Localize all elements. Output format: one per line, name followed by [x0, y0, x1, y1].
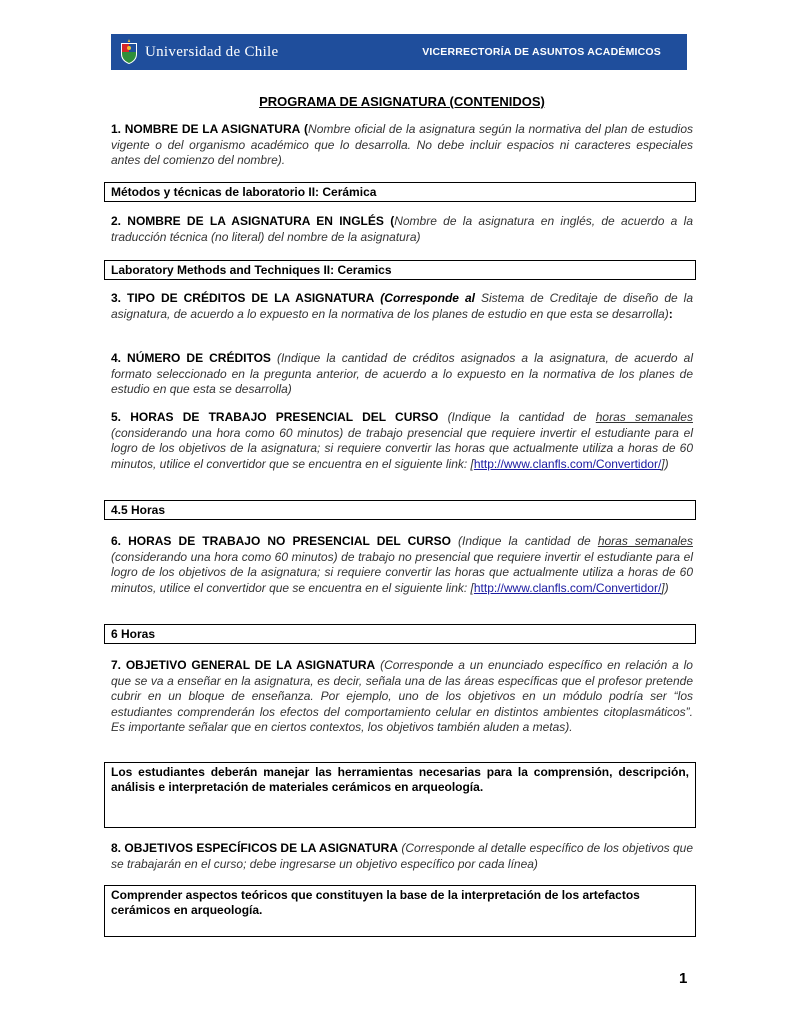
- section-1-answer: Métodos y técnicas de laboratorio II: Cerámica: [111, 185, 377, 199]
- section-5-description-end: ]): [661, 456, 669, 471]
- section-6-answer-box[interactable]: [104, 624, 696, 644]
- section-2-answer: Laboratory Methods and Techniques II: Ceramics: [111, 263, 392, 277]
- section-3: [111, 291, 693, 322]
- section-5-converter-link[interactable]: http://www.clanfls.com/Convertidor/: [473, 456, 662, 471]
- section-6-description-start: (Indique la cantidad de: [458, 534, 591, 548]
- section-8-answer-box[interactable]: [104, 885, 696, 937]
- section-8-description: (Corresponde al detalle específico de los objetivos que se trabajarán en el curso; debe ingresarse un objetivo específico por cada línea): [111, 841, 693, 871]
- section-1-heading: 1. NOMBRE DE LA ASIGNATURA: [111, 122, 301, 136]
- section-2: 2. NOMBRE DE LA ASIGNATURA EN INGLÉS (Nombre de la asignatura en inglés, de acuerdo a la traducción técnica (no literal) del nombre de la asignatura): [111, 214, 693, 244]
- section-3-heading: 3. TIPO DE CRÉDITOS DE LA ASIGNATURA: [111, 291, 375, 305]
- page-number: 1: [679, 970, 688, 987]
- section-2-heading: 2. NOMBRE DE LA ASIGNATURA EN INGLÉS: [111, 214, 384, 228]
- section-5-weekly-hours: horas semanales: [595, 410, 693, 424]
- section-5-answer-box[interactable]: [104, 500, 696, 520]
- university-name: Universidad de Chile: [145, 43, 279, 60]
- section-8-heading: 8. OBJETIVOS ESPECÍFICOS DE LA ASIGNATURA: [111, 841, 399, 855]
- section-1: 1. NOMBRE DE LA ASIGNATURA (Nombre oficial de la asignatura según la normativa del plan de estudios vigente o del organismo académico que lo desarrolla. No debe incluir espacios ni caracteres especiales antes del comienzo del nombre).: [111, 122, 693, 167]
- section-1-description: Nombre oficial de la asignatura según la normativa del plan de estudios vigente o del organismo académico que lo desarrolla. No debe incluir espacios ni caracteres especiales antes del comienzo del nombre).: [111, 122, 693, 167]
- university-logo: [119, 39, 278, 65]
- section-4-heading: 4. NÚMERO DE CRÉDITOS: [111, 351, 271, 365]
- section-7-heading: 7. OBJETIVO GENERAL DE LA ASIGNATURA: [111, 658, 376, 672]
- section-7: [111, 658, 693, 736]
- section-1-answer-box[interactable]: [104, 182, 696, 202]
- section-4: [111, 351, 693, 398]
- section-5-heading: 5. HORAS DE TRABAJO PRESENCIAL DEL CURSO: [111, 410, 439, 424]
- section-6-weekly-hours: horas semanales: [597, 534, 693, 548]
- section-4-description: (Indique la cantidad de créditos asignados a la asignatura, de acuerdo al formato seleccionado en la pregunta anterior, de acuerdo a lo expuesto en la normativa de los planes de estudio en que esta se desarrolla): [111, 351, 693, 396]
- section-5-description-start: (Indique la cantidad de: [447, 410, 587, 424]
- crest-icon: [119, 39, 139, 65]
- section-2-answer-box[interactable]: [104, 260, 696, 280]
- section-2-description: Nombre de la asignatura en inglés, de acuerdo a la traducción técnica (no literal) del nombre de la asignatura): [111, 214, 693, 244]
- section-6-description: (considerando una hora como 60 minutos) de trabajo no presencial que requiere invertir el estudiante para el logro de los objetivos de la asignatura; si requiere convertir las horas que actualmente utiliza a horas de 60 minutos, utilice el convertidor que se encuentra en el siguiente link: [: [111, 549, 693, 595]
- vicerrectoria-label: VICERRECTORÍA DE ASUNTOS ACADÉMICOS: [422, 46, 661, 58]
- section-8: [111, 841, 693, 872]
- section-6-converter-link[interactable]: http://www.clanfls.com/Convertidor/: [473, 580, 662, 595]
- section-3-description: Sistema de Creditaje de diseño de la asignatura, de acuerdo a lo expuesto en la normativa de los planes de estudio en que esta se desarrolla): [111, 291, 693, 321]
- section-7-answer: Los estudiantes deberán manejar las herramientas necesarias para la comprensión, descripción, análisis e interpretación de materiales cerámicos en arqueología.: [111, 765, 689, 794]
- section-7-answer-box[interactable]: [104, 762, 696, 828]
- section-6-heading: 6. HORAS DE TRABAJO NO PRESENCIAL DEL CURSO: [111, 534, 451, 548]
- section-7-description: (Corresponde a un enunciado específico en relación a lo que se va a enseñar en la asignatura, es decir, señala una de las áreas específicas que el profesor pretende cubrir en un bloque de enseñanza. Por ejemplo, uno de los objetivos en un módulo podría ser “los estudiantes comprenderán los efectos del comportamiento celular en distintos ambientes citoplasmáticos”. Es importante señalar que en ciertos contextos, los objetivos también aluden a metas).: [111, 658, 693, 734]
- section-5-answer: 4.5 Horas: [111, 503, 166, 517]
- section-3-colon: :: [668, 306, 673, 321]
- section-5: [111, 410, 693, 472]
- section-6-answer: 6 Horas: [111, 627, 156, 641]
- section-6-description-end: ]): [661, 580, 669, 595]
- section-6: [111, 534, 693, 596]
- section-8-answer: Comprender aspectos teóricos que constituyen la base de la interpretación de los artefactos cerámicos en arqueología.: [111, 888, 640, 917]
- section-5-description: (considerando una hora como 60 minutos) de trabajo presencial que requiere invertir el estudiante para el logro de los objetivos de la asignatura; si requiere convertir las horas que actualmente utiliza a horas de 60 minutos, utilice el convertidor que se encuentra en el siguiente link: [: [111, 425, 693, 471]
- document-title: PROGRAMA DE ASIGNATURA (CONTENIDOS): [259, 94, 545, 109]
- section-3-description-start: (Corresponde al: [380, 291, 475, 305]
- university-header: [111, 34, 687, 70]
